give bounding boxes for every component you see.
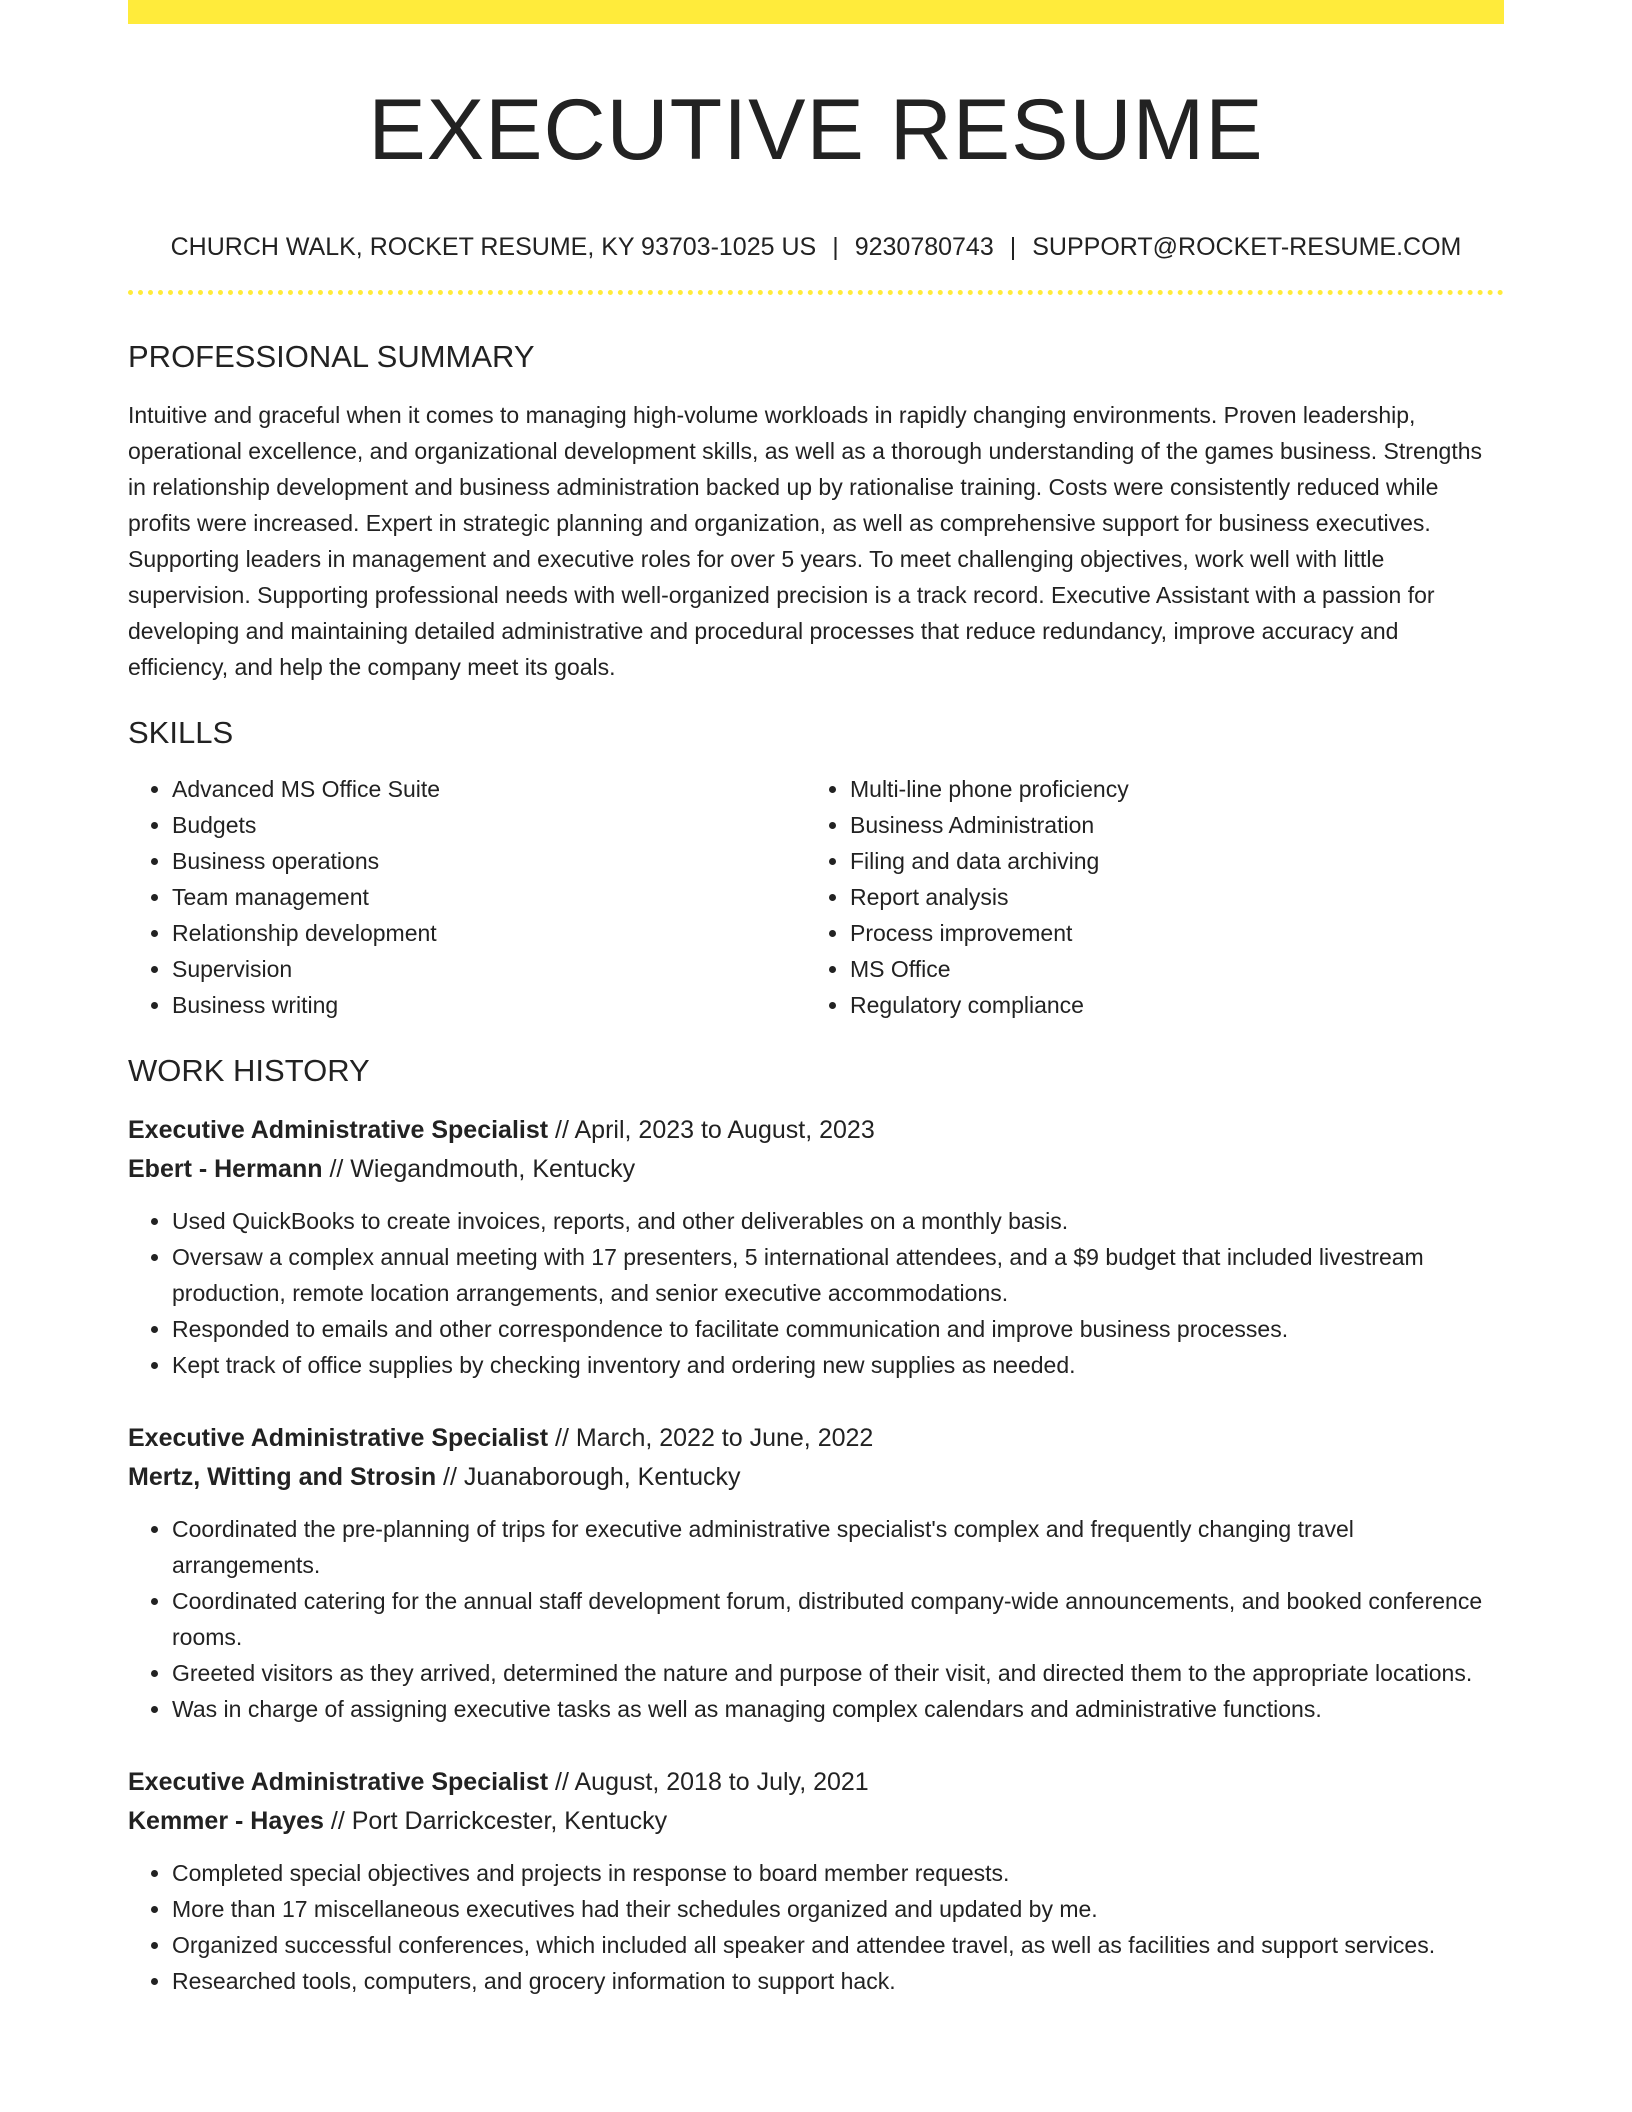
skill-item: • Advanced MS Office Suite xyxy=(172,771,806,807)
skills-list-right xyxy=(806,771,1484,1023)
job-company-line xyxy=(128,1150,1504,1189)
contact-line xyxy=(128,232,1504,262)
job-company: Mertz, Witting and Strosin xyxy=(128,1463,437,1491)
job-location: // Port Darrickcester, Kentucky xyxy=(330,1807,668,1835)
skill-item: • MS Office xyxy=(850,951,1484,987)
job-entry xyxy=(128,1763,1504,1999)
skill-item: • Supervision xyxy=(172,951,806,987)
job-entry xyxy=(128,1111,1504,1383)
skill-item: • Process improvement xyxy=(850,915,1484,951)
job-bullet: • Was in charge of assigning executive tasks as well as managing complex calendars and administrative functions. xyxy=(172,1691,1504,1727)
skills-list-left xyxy=(128,771,806,1023)
job-bullet: • Coordinated the pre-planning of trips for executive administrative specialist's complex and frequently changing travel arrangements. xyxy=(172,1511,1504,1583)
job-bullet: • Organized successful conferences, which included all speaker and attendee travel, as well as facilities and support services. xyxy=(172,1927,1504,1963)
job-dates: // March, 2022 to June, 2022 xyxy=(555,1424,874,1452)
job-company-line xyxy=(128,1458,1504,1497)
job-dates: // August, 2018 to July, 2021 xyxy=(555,1768,869,1796)
job-title: Executive Administrative Specialist xyxy=(128,1116,549,1144)
skill-item: • Regulatory compliance xyxy=(850,987,1484,1023)
job-title-line xyxy=(128,1763,1504,1802)
skill-item: • Business writing xyxy=(172,987,806,1023)
skill-item: • Report analysis xyxy=(850,879,1484,915)
job-bullet: • Greeted visitors as they arrived, determined the nature and purpose of their visit, and directed them to the appropriate locations. xyxy=(172,1655,1504,1691)
job-bullet: • More than 17 miscellaneous executives had their schedules organized and updated by me. xyxy=(172,1891,1504,1927)
contact-phone: 9230780743 xyxy=(854,233,994,261)
job-location: // Juanaborough, Kentucky xyxy=(443,1463,741,1491)
job-bullet: • Oversaw a complex annual meeting with 17 presenters, 5 international attendees, and a $9 budget that included livestream production, remote location arrangements, and senior executive accommodations. xyxy=(172,1239,1504,1311)
job-bullets xyxy=(128,1855,1504,1999)
job-bullet: • Kept track of office supplies by checking inventory and ordering new supplies as needed. xyxy=(172,1347,1504,1383)
dotted-divider xyxy=(128,290,1504,295)
skills-grid xyxy=(128,771,1504,1023)
resume-title: EXECUTIVE RESUME xyxy=(368,82,1264,178)
skill-item: • Business operations xyxy=(172,843,806,879)
resume-content xyxy=(128,0,1504,1999)
job-bullets xyxy=(128,1203,1504,1383)
skill-item: • Multi-line phone proficiency xyxy=(850,771,1484,807)
skill-item: • Team management xyxy=(172,879,806,915)
contact-separator: | xyxy=(832,233,839,261)
job-company: Ebert - Hermann xyxy=(128,1155,323,1183)
job-bullet: • Responded to emails and other correspondence to facilitate communication and improve business processes. xyxy=(172,1311,1504,1347)
skill-item: • Business Administration xyxy=(850,807,1484,843)
job-company: Kemmer - Hayes xyxy=(128,1807,324,1835)
job-dates: // April, 2023 to August, 2023 xyxy=(555,1116,875,1144)
job-title-line xyxy=(128,1111,1504,1150)
job-title: Executive Administrative Specialist xyxy=(128,1768,549,1796)
job-bullet: • Researched tools, computers, and grocery information to support hack. xyxy=(172,1963,1504,1999)
job-bullets xyxy=(128,1511,1504,1727)
job-title-line xyxy=(128,1419,1504,1458)
summary-text: Intuitive and graceful when it comes to managing high-volume workloads in rapidly changing environments. Proven leadership, operational excellence, and organizational development skills, as well as a thorough understanding of the games business. Strengths in relationship development and business administration backed up by rationalise training. Costs were consistently reduced while profits were increased. Expert in strategic planning and organization, as well as comprehensive support for business executives. Supporting leaders in management and executive roles for over 5 years. To meet challenging objectives, work well with little supervision. Supporting professional needs with well-organized precision is a track record. Executive Assistant with a passion for developing and maintaining detailed administrative and procedural processes that reduce redundancy, improve accuracy and efficiency, and help the company meet its goals. xyxy=(128,402,1483,680)
job-bullet: • Coordinated catering for the annual staff development forum, distributed company-wide announcements, and booked conference rooms. xyxy=(172,1583,1504,1655)
work-history-heading: WORK HISTORY xyxy=(128,1053,370,1088)
job-company-line xyxy=(128,1802,1504,1841)
job-bullet: • Used QuickBooks to create invoices, reports, and other deliverables on a monthly basis. xyxy=(172,1203,1504,1239)
contact-address: CHURCH WALK, ROCKET RESUME, KY 93703-1025 US xyxy=(170,233,817,261)
skill-item: • Filing and data archiving xyxy=(850,843,1484,879)
summary-heading: PROFESSIONAL SUMMARY xyxy=(128,339,535,374)
job-bullet: • Completed special objectives and projects in response to board member requests. xyxy=(172,1855,1504,1891)
skills-heading: SKILLS xyxy=(128,715,234,750)
job-title: Executive Administrative Specialist xyxy=(128,1424,549,1452)
contact-email: SUPPORT@ROCKET-RESUME.COM xyxy=(1032,233,1462,261)
skill-item: • Budgets xyxy=(172,807,806,843)
job-location: // Wiegandmouth, Kentucky xyxy=(329,1155,636,1183)
job-entry xyxy=(128,1419,1504,1727)
skill-item: • Relationship development xyxy=(172,915,806,951)
contact-separator: | xyxy=(1009,233,1017,261)
